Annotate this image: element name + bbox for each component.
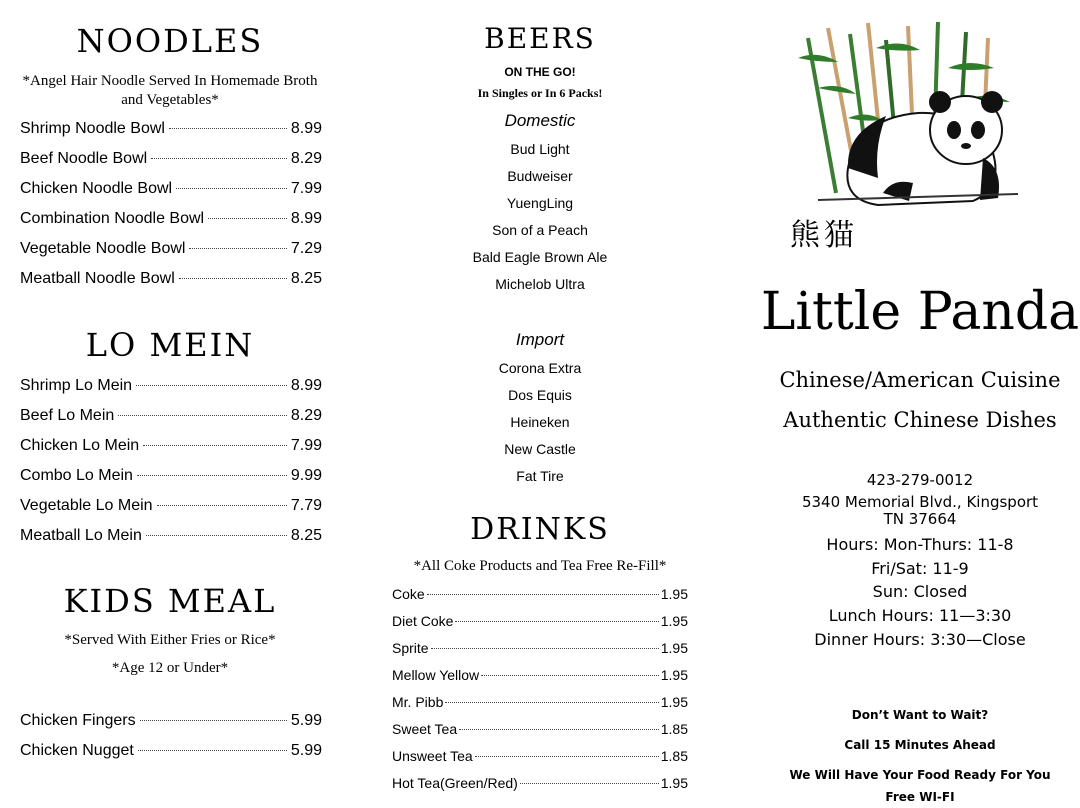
drink-item: Coke 1.95 [392, 586, 688, 602]
column-middle [380, 0, 700, 808]
menu-item: Combo Lo Mein 9.99 [20, 467, 322, 484]
column-right [760, 0, 1080, 808]
beer-item: Heineken [510, 414, 570, 430]
free-wifi: Free WI-FI [885, 790, 955, 804]
beers-on-the-go: ON THE GO! [504, 65, 576, 79]
phone-number: 423-279-0012 [866, 471, 974, 489]
restaurant-name: Little Panda [760, 282, 1080, 342]
tagline-authentic: Authentic Chinese Dishes [783, 408, 1057, 432]
beer-item: Fat Tire [516, 468, 564, 484]
menu-item: Meatball Lo Mein 8.25 [20, 527, 322, 544]
lo-mein-title: LO MEIN [85, 326, 255, 364]
panda-bamboo-illustration [788, 18, 1038, 228]
hours-weekday: Hours: Mon-Thurs: 11-8 [826, 535, 1014, 554]
dinner-hours: Dinner Hours: 3:30—Close [814, 630, 1026, 649]
promo-dont-wait: Don’t Want to Wait? [851, 708, 989, 722]
beer-item: Bud Light [510, 141, 570, 157]
menu-item: Chicken Nugget 5.99 [20, 742, 322, 759]
promo-food-ready: We Will Have Your Food Ready For You [789, 768, 1051, 782]
drink-item: Mellow Yellow 1.95 [392, 667, 688, 683]
menu-item: Chicken Fingers 5.99 [20, 712, 322, 729]
drink-item: Diet Coke 1.95 [392, 613, 688, 629]
chinese-characters-logo: 熊猫 [790, 218, 858, 253]
promo-call-ahead: Call 15 Minutes Ahead [844, 738, 996, 752]
domestic-label: Domestic [504, 111, 576, 130]
beer-item: Michelob Ultra [495, 276, 585, 292]
drink-item: Unsweet Tea 1.85 [392, 748, 688, 764]
drink-item: Sprite 1.95 [392, 640, 688, 656]
drink-item: Mr. Pibb 1.95 [392, 694, 688, 710]
tagline-cuisine: Chinese/American Cuisine [779, 368, 1061, 392]
beer-item: New Castle [504, 441, 576, 457]
drink-item: Sweet Tea 1.85 [392, 721, 688, 737]
drinks-note: *All Coke Products and Tea Free Re-Fill* [413, 558, 667, 574]
menu-item: Meatball Noodle Bowl 8.25 [20, 270, 322, 287]
hours-weekend: Fri/Sat: 11-9 [871, 559, 969, 578]
menu-item: Shrimp Lo Mein 8.99 [20, 377, 322, 394]
menu-item: Beef Noodle Bowl 8.29 [20, 150, 322, 167]
beer-item: YuengLing [506, 195, 574, 211]
drinks-title: DRINKS [470, 512, 610, 547]
noodles-title: NOODLES [76, 22, 264, 60]
noodles-note: *Angel Hair Noodle Served In Homemade Broth and Vegetables* [22, 73, 318, 108]
beers-title: BEERS [484, 22, 596, 55]
beer-item: Dos Equis [508, 387, 572, 403]
kids-meal-note: *Served With Either Fries or Rice* [64, 632, 276, 648]
lunch-hours: Lunch Hours: 11—3:30 [828, 606, 1012, 625]
beer-item: Son of a Peach [492, 222, 588, 238]
menu-item: Chicken Lo Mein 7.99 [20, 437, 322, 454]
menu-item: Beef Lo Mein 8.29 [20, 407, 322, 424]
kids-meal-title: KIDS MEAL [63, 582, 277, 620]
address: 5340 Memorial Blvd., Kingsport TN 37664 [801, 493, 1039, 528]
beer-item: Corona Extra [498, 360, 582, 376]
menu-item: Chicken Noodle Bowl 7.99 [20, 180, 322, 197]
menu-item: Vegetable Noodle Bowl 7.29 [20, 240, 322, 257]
menu-item: Vegetable Lo Mein 7.79 [20, 497, 322, 514]
beer-item: Bald Eagle Brown Ale [472, 249, 608, 265]
beers-packs: In Singles or In 6 Packs! [477, 86, 603, 100]
menu-item: Combination Noodle Bowl 8.99 [20, 210, 322, 227]
hours-sunday: Sun: Closed [872, 582, 968, 601]
import-label: Import [515, 330, 565, 349]
drink-item: Hot Tea(Green/Red) 1.95 [392, 775, 688, 791]
kids-meal-age-note: *Age 12 or Under* [111, 660, 229, 676]
beer-item: Budweiser [507, 168, 573, 184]
menu-item: Shrimp Noodle Bowl 8.99 [20, 120, 322, 137]
